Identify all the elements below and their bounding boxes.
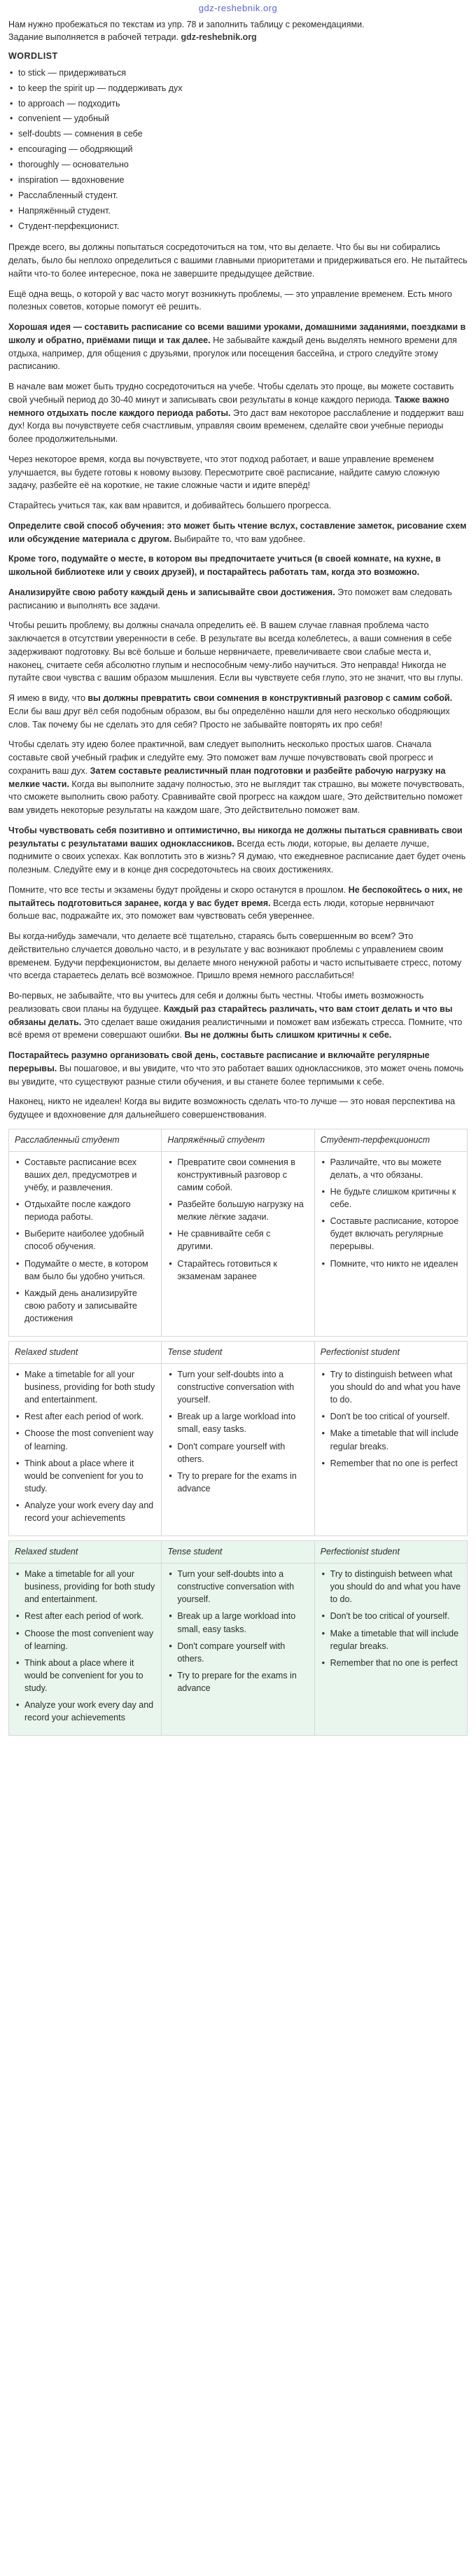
table-cell	[9, 1363, 162, 1536]
list-item: • Analyze your work every day and record your achievements	[15, 1499, 155, 1524]
wordlist-item: • Расслабленный студент.	[8, 188, 468, 204]
paragraph: Чтобы решить проблему, вы должны сначала определить её. В вашем случае главная проблема часто заключается в отсутствии уверенности в себе. В результате вы всегда колеблетесь, а ваши сомнения в себе задерживают подготовку. Вы всё больше и больше нервничаете, превеличиваете свои слабые места и, наконец, считаете себя абсолютно глупым и неспособным чему-либо научиться. Это неправда! Никогда не путайте свои чувства с вашим образом мышления. Если вы чувствуете себя глупо, это не значит, что вы глупы.	[8, 620, 463, 683]
recommendations-table-en	[8, 1341, 468, 1536]
table-cell	[162, 1151, 314, 1337]
list-item: • Make a timetable that will include regular breaks.	[321, 1427, 461, 1452]
list-item: • Не будьте слишком критичны к себе.	[321, 1185, 461, 1211]
table-cell	[162, 1564, 314, 1736]
site-logo[interactable]: gdz-reshebnik.org	[198, 3, 278, 13]
paragraph: Ещё одна вещь, о которой у вас часто могут возникнуть проблемы, — это управление временем. Есть много полезных советов, которые помогут её решить.	[8, 288, 452, 312]
paragraph: Анализируйте свою работу каждый день и записывайте свои достижения. Это поможет вам следовать расписанию и выполнять все задачи.	[8, 587, 452, 611]
list-item: • Don't compare yourself with others.	[167, 1440, 308, 1465]
paragraph: Я имею в виду, что вы должны превратить свои сомнения в конструктивный разговор с самим собой. Если бы ваш друг вёл себя подобным образом, вы бы определённо нашли для него несколько ободряющих слов. Так почему бы не сделать это для себя? Просто не забывайте повторять их про себя!	[8, 693, 453, 730]
list-item: • Remember that no one is perfect	[321, 1657, 461, 1669]
list-item: • Turn your self-doubts into a constructive conversation with yourself.	[167, 1568, 308, 1606]
list-item: • Break up a large workload into small, easy tasks.	[167, 1610, 308, 1635]
paragraph: Хорошая идея — составить расписание со всеми вашими уроками, домашними заданиями, поездками в школу и обратно, приёмами пищи и так далее. Не забывайте каждый день выделять немного времени для отдыха, например, для общения с друзьями, прогулок или посещения бассейна, и строго следуйте этому расписанию.	[8, 322, 466, 372]
watermark: gdz-reshebnik.org	[181, 32, 257, 43]
list-item: • Don't compare yourself with others.	[167, 1640, 308, 1665]
table-cell	[314, 1564, 467, 1736]
paragraph: Чтобы сделать эту идею более практичной, вам следует выполнить несколько простых шагов. Сначала составьте свой учебный график и следуйте ему. Это поможет вам лучше почувствовать свой прогресс и сохранить ваш дух. Затем составьте реалистичный план подготовки и разбейте рабочую нагрузку на мелкие части. Когда вы выполните задачу полностью, это не выглядит так страшно, вы можете почувствовать, что сможете выполнить свою работу. Сравнивайте свой прогресс на каждом шаге, Это действительно поможет вам увидеть некоторые результаты на каждом шаге, Это действительно поможет вам.	[8, 739, 465, 816]
table-header: Perfectionist student	[314, 1541, 467, 1564]
table-cell	[9, 1151, 162, 1337]
list-item: • Try to prepare for the exams in advance	[167, 1470, 308, 1495]
list-item: • Make a timetable for all your business, providing for both study and entertainment.	[15, 1568, 155, 1606]
wordlist-item: • encouraging — ободряющий	[8, 142, 468, 158]
wordlist-title: WORDLIST	[8, 51, 58, 61]
list-item: • Rest after each period of work.	[15, 1610, 155, 1622]
table-row	[9, 1151, 468, 1337]
paragraph: Вы когда-нибудь замечали, что делаете всё тщательно, стараясь быть совершенным во всем? Это действительно случается довольно часто, и в результате у вас возникают проблемы с управлением своим временем. Будучи перфекционистом, вы делаете много ненужной работы и часто испытываете стресс, потому что всегда стараетесь делать всё возможное. Пришло время немного расслабиться!	[8, 931, 462, 981]
wordlist-item: • thoroughly — основательно	[8, 158, 468, 173]
table-header: Relaxed student	[9, 1541, 162, 1564]
table-header: Расслабленный студент	[9, 1129, 162, 1151]
list-item: • Превратите свои сомнения в конструктивный разговор с самим собой.	[167, 1156, 308, 1194]
list-item: • Try to distinguish between what you should do and what you have to do.	[321, 1568, 461, 1606]
wordlist-item: • Напряжённый студент.	[8, 204, 468, 219]
paragraph: Помните, что все тесты и экзамены будут пройдены и скоро останутся в прошлом. Не беспокойтесь о них, не пытайтесь подготовиться заранее, когда у вас будет время. Всегда есть люди, которые нервничают больше вас, подражайте их, это поможет вам чувствовать себя увереннее.	[8, 884, 463, 921]
list-item: • Try to prepare for the exams in advance	[167, 1669, 308, 1694]
list-item: • Choose the most convenient way of learning.	[15, 1627, 155, 1652]
list-item: • Think about a place where it would be convenient for you to study.	[15, 1657, 155, 1694]
list-item: • Break up a large workload into small, easy tasks.	[167, 1410, 308, 1435]
list-item: • Разбейте большую нагрузку на мелкие лёгкие задачи.	[167, 1198, 308, 1223]
list-item: • Отдыхайте после каждого периода работы.	[15, 1198, 155, 1223]
list-item: • Помните, что никто не идеален	[321, 1258, 461, 1270]
table-row	[9, 1564, 468, 1736]
wordlist-item: • self-doubts — сомнения в себе	[8, 127, 468, 142]
list-item: • Remember that no one is perfect	[321, 1457, 461, 1470]
list-item: • Выберите наиболее удобный способ обучения.	[15, 1227, 155, 1253]
task-line: Задание выполняется в рабочей тетради. gdz-reshebnik.org	[8, 32, 257, 43]
paragraph: Через некоторое время, когда вы почувствуете, что этот подход работает, и ваше управление временем улучшается, вы будете готовы к новому вызову. Пересмотрите своё расписание, найдите самую сложную задачу, разбейте её на короткие, не такие сложные части и идите вперёд!	[8, 454, 440, 491]
wordlist-item: • to approach — подходить	[8, 97, 468, 112]
list-item: • Подумайте о месте, в котором вам было бы удобно учиться.	[15, 1258, 155, 1283]
task-description	[8, 18, 468, 45]
table-header: Напряжённый студент	[162, 1129, 314, 1151]
list-item: • Think about a place where it would be convenient for you to study.	[15, 1457, 155, 1495]
wordlist	[8, 66, 468, 235]
table-header-row	[9, 1541, 468, 1564]
table-header: Студент-перфекционист	[314, 1129, 467, 1151]
list-item: • Составьте расписание, которое будет включать регулярные перерывы.	[321, 1215, 461, 1253]
wordlist-item: • to stick — придерживаться	[8, 66, 468, 81]
table-cell	[314, 1151, 467, 1337]
list-item: • Choose the most convenient way of learning.	[15, 1427, 155, 1452]
list-item: • Turn your self-doubts into a constructive conversation with yourself.	[167, 1368, 308, 1406]
recommendations-table-ru	[8, 1129, 468, 1337]
wordlist-item: • to keep the spirit up — поддерживать дух	[8, 81, 468, 97]
paragraph: Чтобы чувствовать себя позитивно и оптимистично, вы никогда не должны пытаться сравнивать свои результаты с результатами ваших одноклассников. Всегда есть люди, которые, вы делаете лучше, поднимите о своих успехах. Как воплотить это в жизнь? Я думаю, что ежедневное расписание дает будет очень полезным. Следуйте ему и в конце дня сосредоточьтесь на своих достижениях.	[8, 825, 466, 875]
wordlist-item: • convenient — удобный	[8, 111, 468, 127]
list-item: • Старайтесь готовиться к экзаменам заранее	[167, 1258, 308, 1283]
list-item: • Составьте расписание всех ваших дел, предусмотрев и учёбу, и развлечения.	[15, 1156, 155, 1194]
table-row	[9, 1363, 468, 1536]
paragraph: Определите свой способ обучения: это может быть чтение вслух, составление заметок, рисование схем или обсуждение материала с другом. Выбирайте то, что вам удобнее.	[8, 520, 467, 544]
table-cell	[314, 1363, 467, 1536]
list-item: • Try to distinguish between what you should do and what you have to do.	[321, 1368, 461, 1406]
paragraph: Постарайтесь разумно организовать свой день, составьте расписание и включайте регулярные перерывы. Вы пошаговое, и вы увидите, что что это работает ваших одноклассников, это может очень помочь вы увидите, что существуют разные стили обучения, и вы станете более терпимыми к себе.	[8, 1050, 464, 1087]
table-cell	[9, 1564, 162, 1736]
wordlist-item: • inspiration — вдохновение	[8, 173, 468, 188]
paragraph: Кроме того, подумайте о месте, в котором вы предпочитаете учиться (в своей комнате, на кухне, в школьной библиотеке или у своих друзей), и постарайтесь работать там, когда это возможно.	[8, 554, 441, 578]
paragraph: В начале вам может быть трудно сосредоточиться на учебе. Чтобы сделать это проще, вы можете составить свой учебный период до 30-40 минут и записывать свои результаты в конце каждого периода. Также важно немного отдыхать после каждого периода работы. Это даст вам некоторое расслабление и поддержит ваш дух! Когда вы почувствуете себя счастливым, управляя своим временем, сделайте свои учебные периоды более продолжительными.	[8, 382, 464, 445]
list-item: • Make a timetable that will include regular breaks.	[321, 1627, 461, 1652]
table-header: Tense student	[162, 1342, 314, 1364]
paragraph: Прежде всего, вы должны попытаться сосредоточиться на том, что вы делаете. Что бы вы ни собирались делать, было бы неплохо определиться с вашими главными приоритетами и придерживаться его. Не пытайтесь найти что-то более интересное, пока не завершите предыдущее действие.	[8, 242, 468, 279]
list-item: • Rest after each period of work.	[15, 1410, 155, 1423]
paragraph: Во-первых, не забывайте, что вы учитесь для себя и должны быть честны. Чтобы иметь возможность реализовать свои планы на будущее. Каждый раз старайтесь различать, что вам стоит делать и что вы обязаны делать. Это сделает ваше ожидания реалистичными и поможет вам избежать стресса. Помните, что всё время от времени совершают ошибки. Вы не должны быть слишком критичны к себе.	[8, 991, 463, 1040]
table-header-row	[9, 1342, 468, 1364]
table-header-row	[9, 1129, 468, 1151]
table-header: Tense student	[162, 1541, 314, 1564]
list-item: • Каждый день анализируйте свою работу и записывайте достижения	[15, 1287, 155, 1325]
list-item: • Не сравнивайте себя с другими.	[167, 1227, 308, 1253]
list-item: • Analyze your work every day and record your achievements	[15, 1699, 155, 1724]
table-cell	[162, 1363, 314, 1536]
recommendations-table-en-highlighted	[8, 1540, 468, 1736]
list-item: • Различайте, что вы можете делать, а что обязаны.	[321, 1156, 461, 1181]
wordlist-item: • Студент-перфекционист.	[8, 219, 468, 235]
table-header: Relaxed student	[9, 1342, 162, 1364]
list-item: • Don't be too critical of yourself.	[321, 1610, 461, 1622]
table-header: Perfectionist student	[314, 1342, 467, 1364]
translation-text	[8, 241, 468, 1122]
task-line: Нам нужно пробежаться по текстам из упр. 78 и заполнить таблицу с рекомендациями.	[8, 19, 365, 29]
list-item: • Make a timetable for all your business, providing for both study and entertainment.	[15, 1368, 155, 1406]
list-item: • Don't be too critical of yourself.	[321, 1410, 461, 1423]
paragraph: Старайтесь учиться так, как вам нравится, и добивайтесь большего прогресса.	[8, 501, 332, 511]
paragraph: Наконец, никто не идеален! Когда вы видите возможность сделать что-то лучше — это новая перспектива на будущее и вдохновение для дальнейшего совершенствования.	[8, 1096, 456, 1120]
